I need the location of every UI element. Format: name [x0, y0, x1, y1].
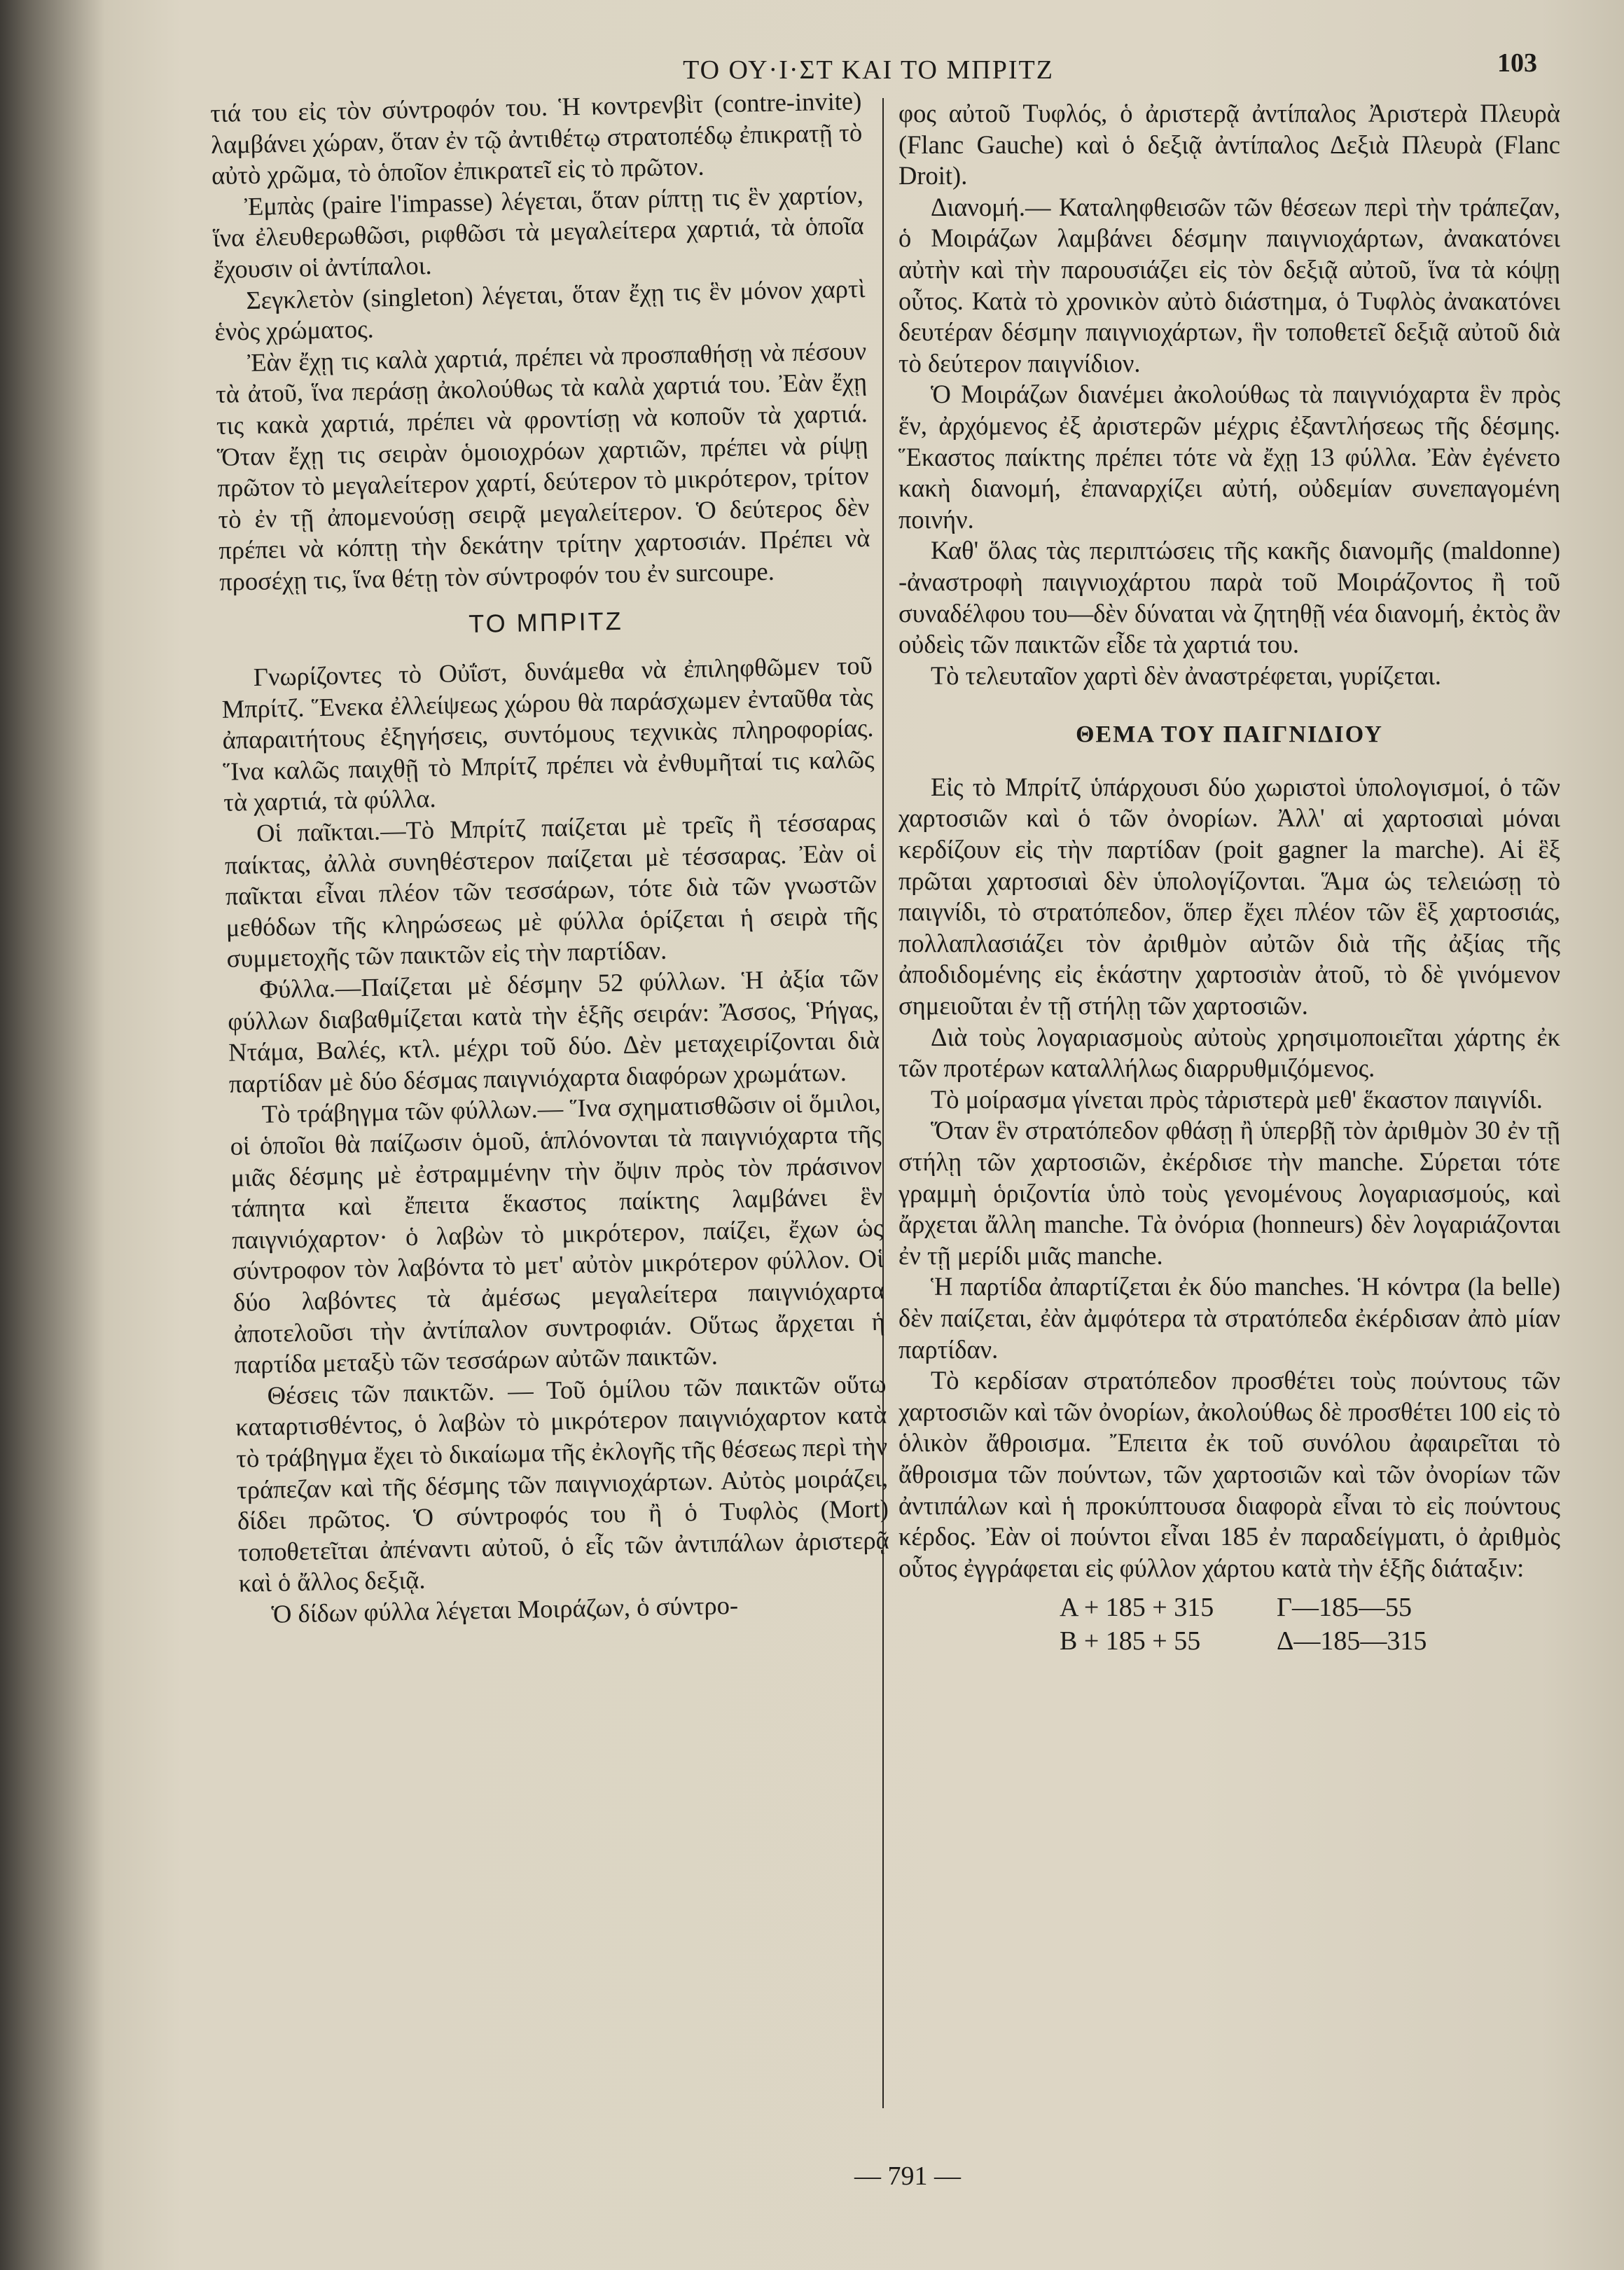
paragraph: Ἐμπὰς (paire l'impasse) λέγεται, ὅταν ρίπτῃ τις ἓν χαρτίον, ἵνα ἐλευθερωθῶσι, ριφθῶσι τὰ μεγαλείτερα χαρτιά, τὰ ὁποῖα ἔχουσιν οἱ ἀντίπαλοι.: [212, 179, 865, 284]
left-column: [210, 85, 891, 1631]
paragraph: Ὅταν ἓν στρατόπεδον φθάσῃ ἢ ὑπερβῇ τὸν ἀριθμὸν 30 ἐν τῇ στήλῃ τῶν χαρτοσιῶν, ἐκέρδισε τὴν manche. Σύρεται τότε γραμμὴ ὁριζοντία ὑπὸ τοὺς γενομένους λογαριασμούς, καὶ ἄρχεται ἄλλη manche. Τὰ ὀνόρια (honneurs) δὲν λογαριάζονται ἐν τῇ μερίδι μιᾶς manche.: [898, 1116, 1560, 1270]
score-formula: [1060, 1591, 1560, 1658]
page-number: 103: [1497, 48, 1537, 78]
paragraph: Οἱ παῖκται.—Τὸ Μπρίτζ παίζεται μὲ τρεῖς ἢ τέσσαρας παίκτας, ἀλλὰ συνηθέστερον παίζεται μὲ τέσσαρας. Ἐὰν οἱ παῖκται εἶναι πλέον τῶν τεσσάρων, τότε διὰ τῶν γνωστῶν μεθόδων τῆς κληρώσεως μὲ φύλλα ὁρίζεται ἡ σειρὰ τῆς συμμετοχῆς τῶν παικτῶν εἰς τὴν παρτίδαν.: [224, 807, 877, 974]
paragraph: Ὁ δίδων φύλλα λέγεται Μοιράζων, ὁ σύντρο-: [271, 1590, 739, 1628]
paragraph: Τὸ τράβηγμα τῶν φύλλων.— Ἵνα σχηματισθῶσιν οἱ ὅμιλοι, οἱ ὁποῖοι θὰ παίζωσιν ὁμοῦ, ἁπλόνονται τὰ παιγνιόχαρτα τῆς μιᾶς δέσμης μὲ ἐστραμμένην τὴν ὄψιν πρὸς τὸν πράσινον τάπητα καὶ ἔπειτα ἕκαστος παίκτης λαμβάνει ἓν παιγνιόχαρτον· ὁ λαβὼν τὸ μικρότερον, παίζει, ἔχων ὡς σύντροφον τὸν λαβόντα τὸ μετ' αὐτὸν μικρότερον φύλλον. Οἱ δύο λαβόντες τὰ ἀμέσως μεγαλείτερα παιγνιόχαρτα ἀποτελοῦσι τὴν ἀντίπαλον συντροφιάν. Οὕτως ἄρχεται ἡ παρτίδα μεταξὺ τῶν τεσσάρων αὐτῶν παικτῶν.: [230, 1088, 886, 1379]
formula-cell: Α + 185 + 315: [1060, 1593, 1214, 1623]
section-title: ΤΟ ΜΠΡΙΤΖ: [468, 606, 623, 638]
paragraph: Εἰς τὸ Μπρίτζ ὑπάρχουσι δύο χωριστοὶ ὑπολογισμοί, ὁ τῶν χαρτοσιῶν καὶ ὁ τῶν ὀνορίων. Ἀλλ' αἱ χαρτοσιαὶ μόναι κερδίζουν εἰς τὴν παρτίδαν (poit gagner la marche). Αἱ ἓξ πρῶται χαρτοσιαὶ δὲν ὑπολογίζονται. Ἅμα ὡς τελειώσῃ τὸ παιγνίδι, τὸ στρατόπεδον, ὅπερ ἔχει πλέον τῶν ἓξ χαρτοσιάς, πολλαπλασιάζει τὸν ἀριθμὸν αὐτῶν διὰ τῆς ἀξίας τῆς ἀποδιδομένης εἰς ἑκάστην χαρτοσιὰν ἀτοῦ, τὸ δὲ γινόμενον σημειοῦται ἐν τῇ στήλῃ τῶν χαρτοσιῶν.: [898, 772, 1560, 1020]
paragraph: Ὁ Μοιράζων διανέμει ἀκολούθως τὰ παιγνιόχαρτα ἓν πρὸς ἕν, ἀρχόμενος ἐξ ἀριστερῶν μέχρις ἐξαντλήσεως τῆς δέσμης. Ἕκαστος παίκτης πρέπει τότε νὰ ἔχῃ 13 φύλλα. Ἐὰν ἐγένετο κακὴ διανομή, ἐπαναρχίζει αὐτή, οὐδεμίαν συνεπαγομένη ποινήν.: [898, 380, 1560, 534]
paragraph: Ἡ παρτίδα ἀπαρτίζεται ἐκ δύο manches. Ἡ κόντρα (la belle) δὲν παίζεται, ἐὰν ἀμφότερα τὰ στρατόπεδα ἐκέρδισαν ἀπὸ μίαν παρτίδαν.: [898, 1272, 1560, 1364]
paragraph: Σεγκλετὸν (singleton) λέγεται, ὅταν ἔχῃ τις ἓν μόνον χαρτὶ ἑνὸς χρώματος.: [214, 273, 866, 347]
paragraph: Διανομή.— Καταληφθεισῶν τῶν θέσεων περὶ τὴν τράπεζαν, ὁ Μοιράζων λαμβάνει δέσμην παιγνιοχάρτων, ἀνακατόνει αὐτὴν καὶ τὴν παρουσιάζει εἰς τὸν δεξιᾷ αὐτοῦ, ἵνα τὰ κόψῃ οὗτος. Κατὰ τὸ χρονικὸν αὐτὸ διάστημα, ὁ Τυφλὸς ἀνακατόνει δευτέραν δέσμην παιγνιοχάρτων, ἣν τοποθετεῖ δεξιᾷ αὐτοῦ διὰ τὸ δεύτερον παιγνίδιον.: [898, 192, 1560, 378]
paragraph: Ἐὰν ἔχῃ τις καλὰ χαρτιά, πρέπει νὰ προσπαθήσῃ νὰ πέσουν τὰ ἀτοῦ, ἵνα περάσῃ ἀκολούθως τὰ καλὰ χαρτιά του. Ἐὰν ἔχῃ τις κακὰ χαρτιά, πρέπει νὰ φροντίσῃ νὰ κοποῦν τὰ χαρτιά. Ὅταν ἔχῃ τις σειρὰν ὁμοιοχρόων χαρτιῶν, πρέπει νὰ ρίψῃ πρῶτον τὸ μεγαλείτερον χαρτί, δεύτερον τὸ μικρότερον, τρίτον τὸ ἐν τῇ ἀπομενούσῃ σειρᾷ μεγαλείτερον. Ὁ δεύτερος δὲν πρέπει νὰ κόπτῃ τὴν δεκάτην τρίτην χαρτοσιάν. Πρέπει νὰ προσέχῃ τις, ἵνα θέτῃ τὸν σύντροφόν του ἐν surcoupe.: [215, 335, 870, 596]
right-column: [898, 98, 1560, 1658]
folio-number: — 791 —: [854, 2161, 961, 2191]
formula-cell: Β + 185 + 55: [1060, 1626, 1201, 1656]
paragraph: Φύλλα.—Παίζεται μὲ δέσμην 52 φύλλων. Ἡ ἀξία τῶν φύλλων διαβαθμίζεται κατὰ τὴν ἑξῆς σειράν: Ἄσσος, Ῥήγας, Ντάμα, Βαλές, κτλ. μέχρι τοῦ δύο. Δὲν μεταχειρίζονται διὰ παρτίδαν μὲ δύο δέσμας παιγνιόχαρτα διαφόρων χρωμάτων.: [227, 962, 880, 1098]
paragraph: Διὰ τοὺς λογαριασμοὺς αὐτοὺς χρησιμοποιεῖται χάρτης ἐκ τῶν προτέρων καταλλήλως διαρρυθμιζόμενος.: [898, 1022, 1560, 1083]
paragraph: Καθ' ὅλας τὰς περιπτώσεις τῆς κακῆς διανομῆς (maldonne) -ἀναστροφὴ παιγνιοχάρτου παρὰ τοῦ Μοιράζοντος ἢ τοῦ συναδέλφου του—δὲν δύναται νὰ ζητηθῇ νέα διανομή, ἐκτὸς ἂν οὐδεὶς τῶν παικτῶν εἶδε τὰ χαρτιά του.: [898, 536, 1560, 659]
formula-cell: Γ—185—55: [1277, 1593, 1412, 1623]
paragraph: Τὸ τελευταῖον χαρτὶ δὲν ἀναστρέφεται, γυρίζεται.: [931, 660, 1442, 690]
paragraph: Θέσεις τῶν παικτῶν. — Τοῦ ὁμίλου τῶν παικτῶν οὕτω καταρτισθέντος, ὁ λαβὼν τὸ μικρότερον παιγνιόχαρτον κατὰ τὸ τράβηγμα ἔχει τὸ δικαίωμα τῆς ἐκλογῆς τῆς θέσεως περὶ τὴν τράπεζαν καὶ τῆς δέσμης τῶν παιγνιοχάρτων. Αὐτὸς μοιράζει, δίδει πρῶτος. Ὁ σύντροφός του ἢ ὁ Τυφλὸς (Mort) τοποθετεῖται ἀπέναντι αὐτοῦ, ὁ εἷς τῶν ἀντιπάλων ἀριστερᾷ καὶ ὁ ἄλλος δεξιᾷ.: [235, 1369, 890, 1598]
running-title: ΤΟ ΟΥ·Ι·ΣΤ ΚΑΙ ΤΟ ΜΠΡΙΤΖ: [683, 55, 1054, 85]
paragraph: φος αὐτοῦ Τυφλός, ὁ ἀριστερᾷ ἀντίπαλος Ἀριστερὰ Πλευρὰ (Flanc Gauche) καὶ ὁ δεξιᾷ ἀντίπαλος Δεξιὰ Πλευρὰ (Flanc Droit).: [898, 99, 1560, 191]
column-divider: [882, 98, 884, 2108]
section-title: ΘΕΜΑ ΤΟΥ ΠΑΙΓΝΙΔΙΟΥ: [1076, 721, 1383, 748]
paragraph: Τὸ κερδίσαν στρατόπεδον προσθέτει τοὺς πούντους τῶν χαρτοσιῶν καὶ τῶν ὀνορίων, ἀκολούθως δὲ προσθέτει 100 εἰς τὸ ὁλικὸν ἄθροισμα. Ἔπειτα ἐκ τοῦ συνόλου ἀφαιρεῖται τὸ ἄθροισμα τῶν πούντων, τῶν χαρτοσιῶν καὶ τῶν ὀνορίων τῶν ἀντιπάλων καὶ ἡ προκύπτουσα διαφορὰ εἶναι τὸ εἰς πούντους κέρδος. Ἐὰν οἱ πούντοι εἶναι 185 ἐν παραδείγματι, ὁ ἀριθμὸς οὗτος ἐγγράφεται εἰς φύλλον χάρτου κατὰ τὴν ἑξῆς διάταξιν:: [898, 1366, 1560, 1582]
paragraph: Τὸ μοίρασμα γίνεται πρὸς τἀριστερὰ μεθ' ἕκαστον παιγνίδι.: [931, 1084, 1543, 1114]
paragraph: τιά του εἰς τὸν σύντροφόν του. Ἡ κοντρενβὶτ (contre-invite) λαμβάνει χώραν, ὅταν ἐν τῷ ἀντιθέτῳ στρατοπέδῳ ἐπικρατῇ τὸ αὐτὸ χρῶμα, τὸ ὁποῖον ἐπικρατεῖ εἰς τὸ πρῶτον.: [210, 86, 863, 191]
paragraph: Γνωρίζοντες τὸ Οὐΐστ, δυνάμεθα νὰ ἐπιληφθῶμεν τοῦ Μπρίτζ. Ἕνεκα ἐλλείψεως χώρου θὰ παράσχωμεν ἐνταῦθα τὰς ἀπαραιτήτους ἐξηγήσεις, συντόμους τεχνικὰς πληροφορίας. Ἵνα καλῶς παιχθῇ τὸ Μπρίτζ πρέπει νὰ ἐνθυμῆταί τις καλῶς τὰ χαρτιά, τὰ φύλλα.: [221, 651, 875, 817]
formula-cell: Δ—185—315: [1277, 1626, 1427, 1656]
